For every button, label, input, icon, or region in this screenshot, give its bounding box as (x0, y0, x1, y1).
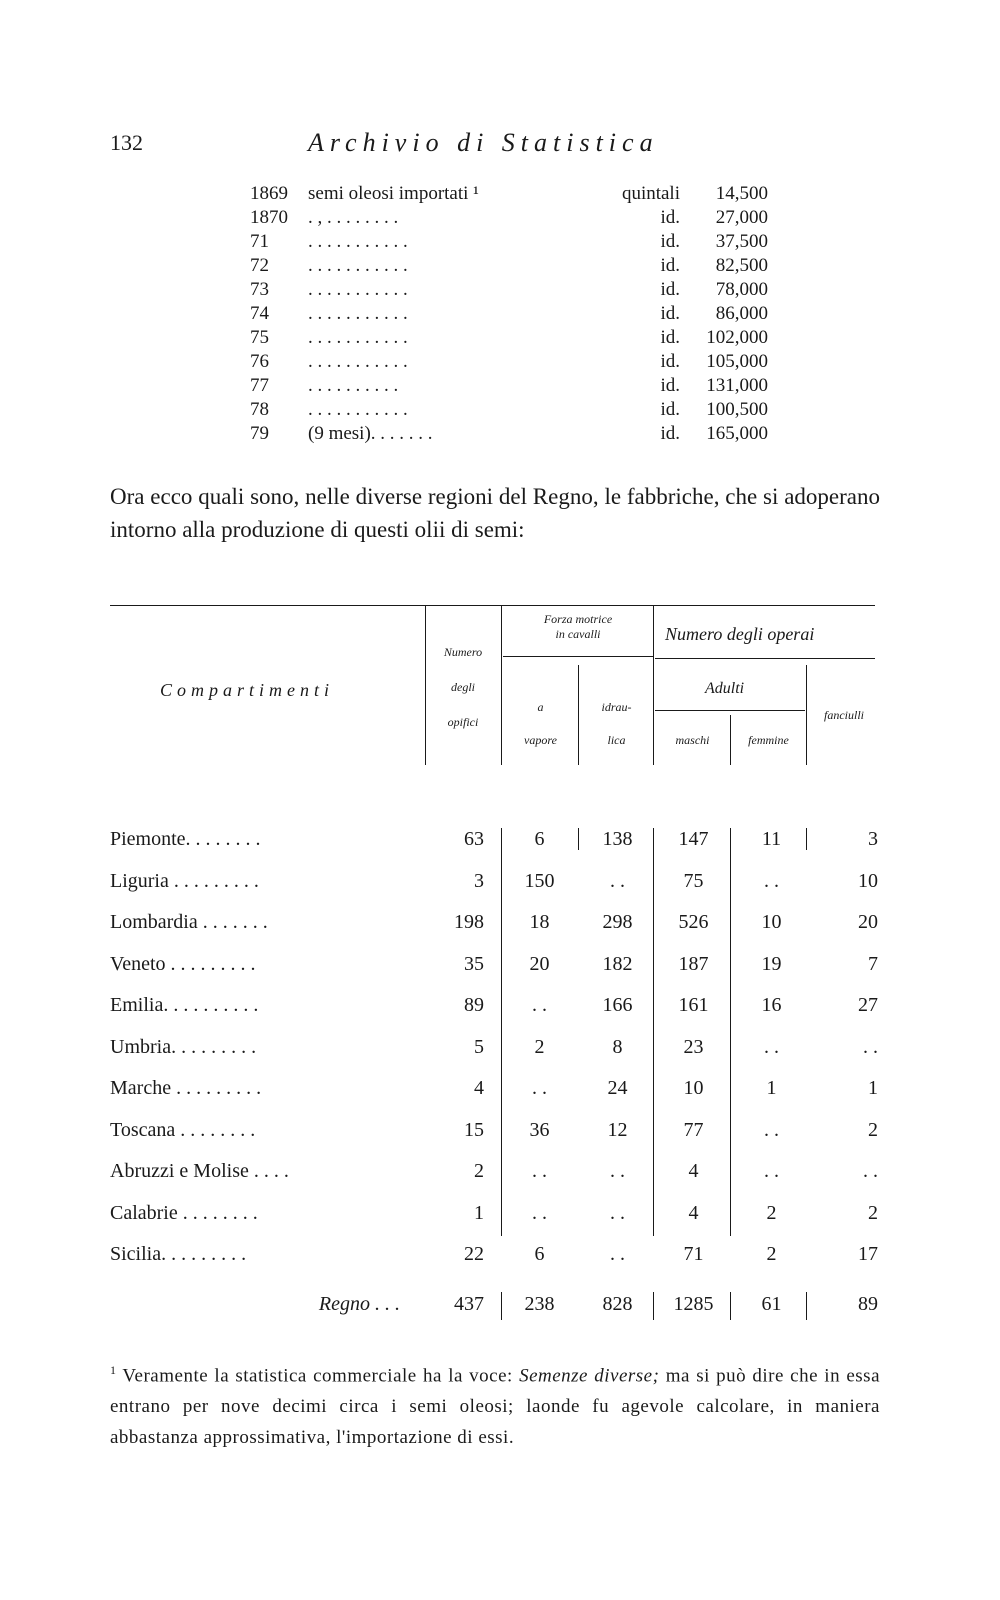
cell-maschi: 4 (688, 1201, 699, 1224)
cell-femmine: . . (764, 869, 779, 892)
table-row (110, 994, 885, 1024)
import-row (250, 327, 768, 351)
import-row (250, 399, 768, 423)
cell-maschi: 4 (688, 1160, 699, 1182)
header-lica: lica (607, 733, 626, 747)
import-year: 73 (250, 279, 269, 300)
cell-femmine: . . (764, 1035, 779, 1058)
import-row (250, 351, 768, 375)
cell-femmine: . . (764, 1160, 779, 1182)
divider-operai-right (806, 665, 807, 765)
cell-fanciulli: 89 (858, 1293, 878, 1315)
import-row (250, 423, 768, 447)
running-head: Archivio di Statistica (308, 128, 659, 157)
header-a: a (537, 700, 544, 714)
cell-compartimento: Liguria . . . . . . . . . (110, 869, 259, 892)
cell-fanciulli: 10 (858, 869, 878, 892)
page-number: 132 (110, 130, 143, 155)
cell-vapore: 20 (529, 952, 550, 975)
table-row (110, 911, 885, 941)
cell-compartimento: Piemonte. . . . . . . . (110, 828, 261, 850)
import-year: 1870 (250, 207, 288, 228)
cell-vapore: . . (532, 1077, 547, 1099)
import-value: 78,000 (715, 279, 768, 300)
table-row (110, 1036, 885, 1066)
cell-maschi: 187 (678, 952, 709, 975)
cell-opifici: 15 (464, 1118, 484, 1141)
cell-vapore: . . (532, 1201, 547, 1224)
cell-opifici: 4 (474, 1077, 484, 1099)
import-row (250, 303, 768, 327)
import-value: 100,500 (706, 399, 768, 420)
import-value: 105,000 (706, 351, 768, 372)
cell-idraulica: . . (610, 1160, 625, 1182)
import-value: 27,000 (715, 207, 768, 228)
import-unit: id. (660, 423, 680, 444)
import-year: 77 (250, 375, 269, 396)
cell-fanciulli: 17 (858, 1243, 878, 1265)
divider-forza-mid (578, 665, 579, 765)
cell-fanciulli: 2 (868, 1201, 878, 1224)
cell-opifici: 5 (474, 1035, 484, 1058)
cell-maschi: 526 (678, 911, 709, 933)
cell-maschi: 75 (683, 869, 704, 892)
cell-compartimento: Abruzzi e Molise . . . . (110, 1160, 289, 1182)
import-unit: id. (660, 303, 680, 324)
cell-opifici: 2 (474, 1160, 484, 1182)
cell-vapore: 18 (529, 911, 550, 933)
cell-idraulica: 298 (602, 911, 633, 933)
table-row (110, 870, 885, 900)
import-row (250, 255, 768, 279)
header-numero-operai: Numero degli operai (665, 624, 815, 644)
import-unit: id. (660, 231, 680, 252)
cell-compartimento: Calabrie . . . . . . . . (110, 1201, 258, 1224)
header-compartimenti: Compartimenti (160, 680, 335, 700)
forza-underline (503, 656, 653, 657)
import-year: 71 (250, 231, 269, 252)
import-label: . . . . . . . . . . (308, 375, 399, 396)
import-year: 75 (250, 327, 269, 348)
cell-idraulica: 828 (602, 1293, 633, 1315)
cell-compartimento: Veneto . . . . . . . . . (110, 952, 256, 975)
cell-idraulica: . . (610, 1201, 625, 1224)
cell-fanciulli: . . (863, 1160, 878, 1182)
cell-femmine: 11 (761, 828, 782, 850)
cell-maschi: 161 (678, 994, 709, 1016)
cell-maschi: 1285 (673, 1293, 714, 1315)
footnote-text-before: Veramente la statistica commerciale ha la voce: (122, 1365, 513, 1387)
cell-opifici: 35 (464, 952, 484, 975)
divider-opifici-left (425, 605, 426, 765)
cell-vapore: 6 (534, 828, 545, 850)
cell-femmine: 2 (766, 1243, 777, 1265)
import-row (250, 207, 768, 231)
cell-idraulica: 8 (612, 1035, 623, 1058)
import-value: 86,000 (715, 303, 768, 324)
cell-opifici: 89 (464, 994, 484, 1016)
import-label: . . . . . . . . . . . (308, 327, 408, 348)
import-label: semi oleosi importati ¹ (308, 183, 479, 204)
footnote-text-after: ma si può dire che in essa entrano per nove decimi circa i semi oleosi; laonde fu agevole calcolare, in maniera abbastanza approssimativa, l'importazione di essi. (110, 1365, 881, 1449)
import-row (250, 183, 768, 207)
cell-femmine: . . (764, 1118, 779, 1141)
table-row (110, 953, 885, 983)
import-unit: id. (660, 279, 680, 300)
footnote-italic: Semenze diverse; (519, 1365, 660, 1387)
cell-compartimento: Emilia. . . . . . . . . . (110, 994, 259, 1016)
header-femmine: femmine (748, 733, 789, 747)
import-unit: id. (660, 327, 680, 348)
header-maschi: maschi (675, 733, 710, 747)
header-vapore: vapore (524, 733, 557, 747)
import-year: 1869 (250, 183, 288, 204)
import-value: 37,500 (715, 231, 768, 252)
cell-fanciulli: 1 (868, 1077, 878, 1099)
cell-femmine: 10 (761, 911, 782, 933)
cell-idraulica: . . (610, 1243, 625, 1265)
cell-fanciulli: 3 (868, 828, 878, 850)
operai-underline (655, 658, 875, 659)
imports-list (250, 183, 768, 447)
cell-maschi: 10 (683, 1077, 704, 1099)
import-year: 79 (250, 423, 269, 444)
cell-compartimento: Lombardia . . . . . . . (110, 911, 268, 933)
cell-vapore: 6 (534, 1243, 545, 1265)
cell-femmine: 61 (761, 1293, 782, 1315)
cell-femmine: 1 (766, 1077, 777, 1099)
table-row (110, 1160, 885, 1190)
import-unit: id. (660, 351, 680, 372)
import-year: 72 (250, 255, 269, 276)
cell-vapore: 2 (534, 1035, 545, 1058)
adulti-underline (655, 710, 805, 711)
cell-fanciulli: 27 (858, 994, 878, 1016)
import-unit: id. (660, 255, 680, 276)
cell-idraulica: . . (610, 869, 625, 892)
cell-femmine: 16 (761, 994, 782, 1016)
header-in-cavalli: in cavalli (555, 627, 601, 641)
header-forza-motrice: Forza motrice (543, 612, 613, 626)
cell-opifici: 1 (474, 1201, 484, 1224)
import-label: . . . . . . . . . . . (308, 279, 408, 300)
cell-fanciulli: . . (863, 1035, 878, 1058)
cell-compartimento: Regno . . . (318, 1293, 400, 1315)
cell-compartimento: Umbria. . . . . . . . . (110, 1035, 257, 1058)
cell-maschi: 77 (683, 1118, 704, 1141)
cell-maschi: 23 (683, 1035, 704, 1058)
cell-maschi: 71 (683, 1243, 704, 1265)
import-year: 78 (250, 399, 269, 420)
cell-maschi: 147 (678, 828, 709, 850)
table-row (110, 828, 885, 858)
import-value: 165,000 (706, 423, 768, 444)
table-row (110, 1119, 885, 1149)
header-idrau: idrau- (601, 700, 632, 714)
import-unit: id. (660, 399, 680, 420)
table-row (110, 1243, 885, 1273)
import-value: 14,500 (715, 183, 768, 204)
import-row (250, 279, 768, 303)
table-top-rule (110, 605, 875, 606)
divider-opifici-right (501, 605, 502, 765)
cell-fanciulli: 2 (868, 1118, 878, 1141)
cell-idraulica: 138 (602, 828, 633, 850)
header-adulti: Adulti (705, 680, 745, 697)
cell-vapore: 36 (529, 1118, 550, 1141)
cell-compartimento: Sicilia. . . . . . . . . (110, 1243, 247, 1265)
table-total-row (110, 1293, 885, 1323)
cell-opifici: 3 (474, 869, 484, 892)
table-row (110, 1202, 885, 1232)
import-value: 102,000 (706, 327, 768, 348)
cell-femmine: 2 (766, 1201, 777, 1224)
import-label: . , . . . . . . . . (308, 207, 399, 228)
import-label: . . . . . . . . . . . (308, 255, 408, 276)
import-label: . . . . . . . . . . . (308, 399, 408, 420)
header-degli: degli (451, 680, 475, 694)
import-year: 76 (250, 351, 269, 372)
import-row (250, 231, 768, 255)
cell-compartimento: Marche . . . . . . . . . (110, 1077, 262, 1099)
cell-idraulica: 24 (607, 1077, 628, 1099)
cell-vapore: . . (532, 1160, 547, 1182)
cell-opifici: 63 (464, 828, 484, 850)
divider-forza-right (653, 605, 654, 765)
cell-compartimento: Toscana . . . . . . . . (110, 1118, 256, 1141)
cell-idraulica: 182 (602, 952, 633, 975)
footnote-mark: 1 (110, 1363, 117, 1377)
import-label: (9 mesi). . . . . . . (308, 423, 433, 444)
header-numero: Numero (443, 645, 483, 659)
cell-opifici: 198 (454, 911, 484, 933)
cell-fanciulli: 20 (858, 911, 878, 933)
header-opifici: opifici (447, 715, 479, 729)
import-year: 74 (250, 303, 269, 324)
cell-opifici: 22 (464, 1243, 484, 1265)
import-value: 82,500 (715, 255, 768, 276)
cell-idraulica: 166 (602, 994, 633, 1016)
table-row (110, 1077, 885, 1107)
import-label: . . . . . . . . . . . (308, 303, 408, 324)
cell-vapore: . . (532, 994, 547, 1016)
header-fanciulli: fanciulli (824, 708, 864, 722)
import-label: . . . . . . . . . . . (308, 231, 408, 252)
cell-vapore: 238 (524, 1293, 555, 1315)
cell-femmine: 19 (761, 952, 782, 975)
cell-vapore: 150 (524, 869, 555, 892)
import-row (250, 375, 768, 399)
cell-fanciulli: 7 (868, 952, 878, 975)
import-value: 131,000 (706, 375, 768, 396)
import-unit: quintali (621, 183, 680, 204)
footnote (110, 1355, 880, 1453)
import-unit: id. (660, 375, 680, 396)
import-label: . . . . . . . . . . . (308, 351, 408, 372)
body-paragraph: Ora ecco quali sono, nelle diverse regioni del Regno, le fabbriche, che si adoperano intorno alla produzione di questi olii di semi: (110, 484, 880, 542)
cell-idraulica: 12 (607, 1118, 628, 1141)
import-unit: id. (660, 207, 680, 228)
cell-opifici: 437 (454, 1293, 484, 1315)
